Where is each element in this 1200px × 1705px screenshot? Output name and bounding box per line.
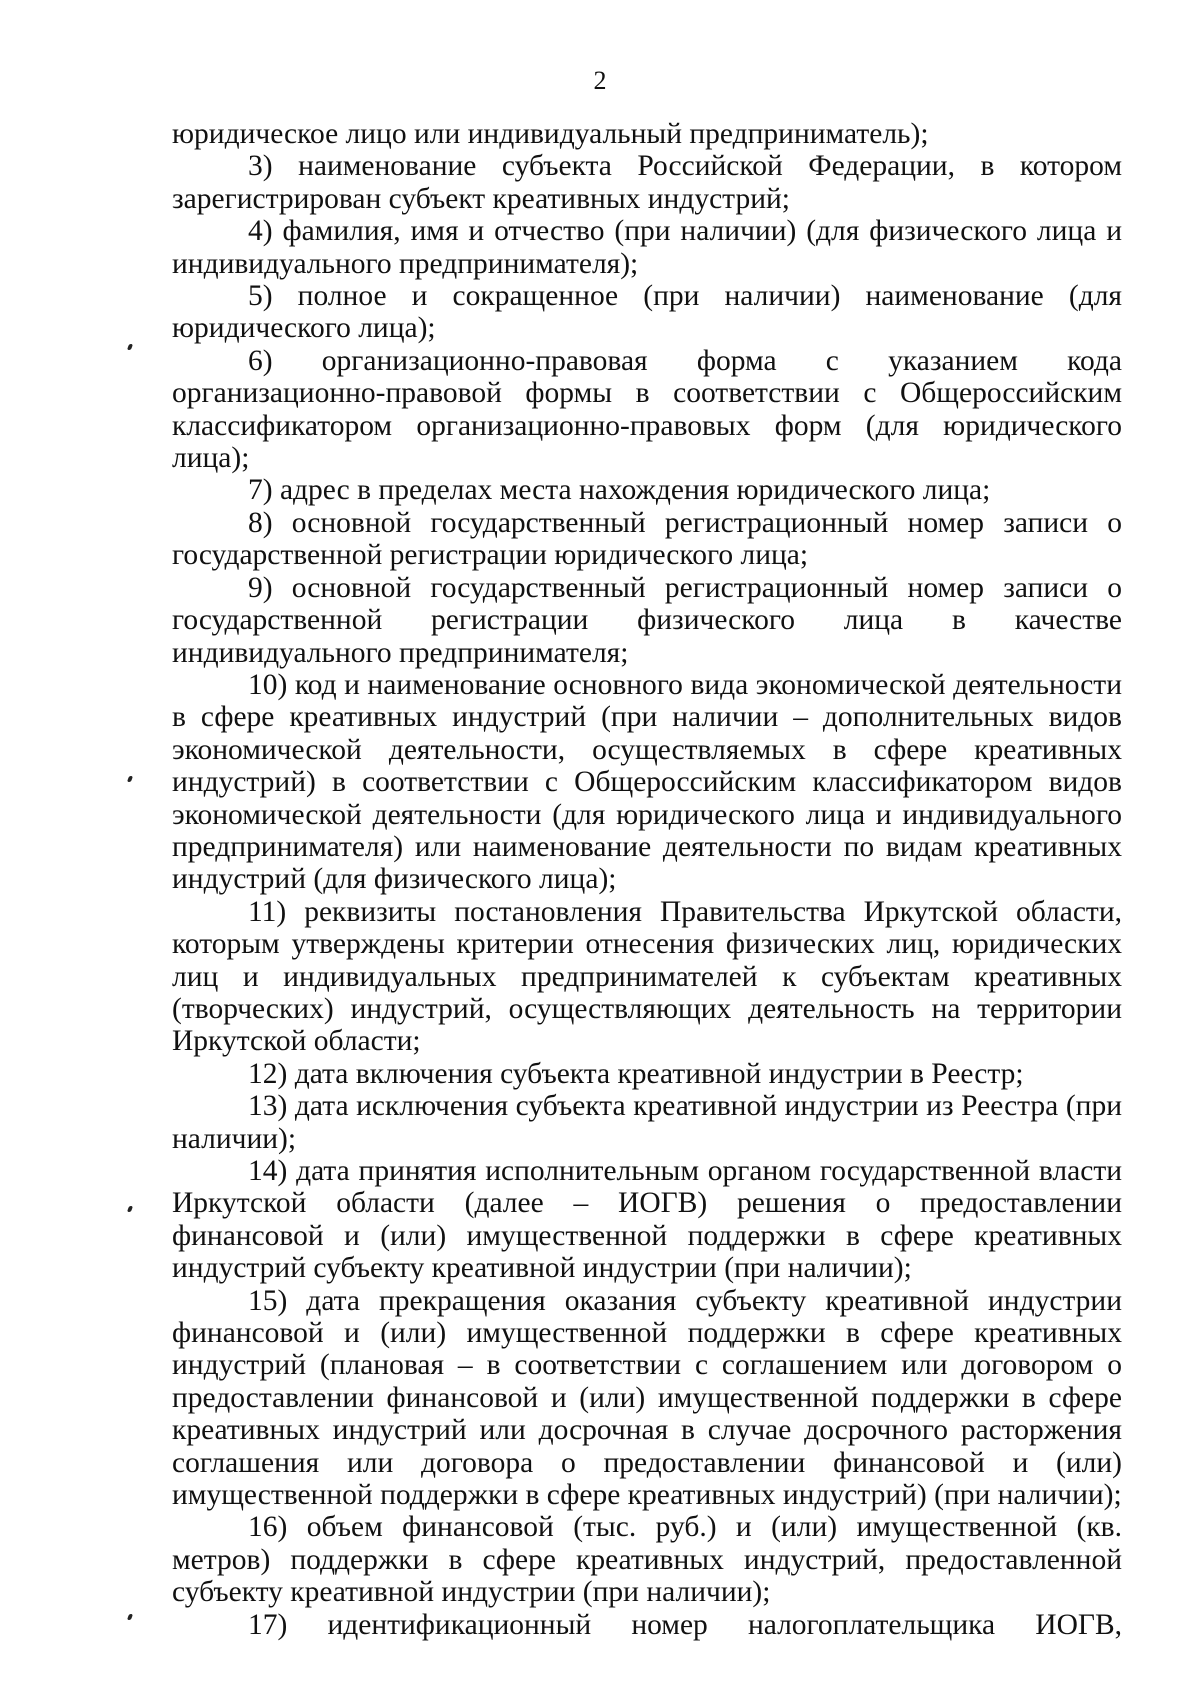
list-item-16: 16) объем финансовой (тыс. руб.) и (или) имущественной (кв. метров) поддержки в сфере креативных индустрий, предоставленной субъекту креативной индустрии (при наличии); — [172, 1511, 1122, 1609]
list-item-8: 8) основной государственный регистрационный номер записи о государственной регистрации юридического лица; — [172, 506, 1122, 572]
scan-margin-mark — [127, 776, 133, 782]
list-item-13: 13) дата исключения субъекта креативной индустрии из Реестра (при наличии); — [172, 1090, 1122, 1155]
list-item-7: 7) адрес в пределах места нахождения юридического лица; — [248, 474, 991, 507]
list-item-12: 12) дата включения субъекта креативной индустрии в Реестр; — [248, 1057, 1024, 1090]
page-number: 2 — [593, 66, 607, 95]
scan-margin-mark — [127, 344, 133, 350]
list-item-4: 4) фамилия, имя и отчество (при наличии) (для физического лица и индивидуального предпринимателя); — [172, 215, 1122, 280]
list-item-9: 9) основной государственный регистрационный номер записи о государственной регистрации физического лица в качестве индивидуального предпринимателя; — [172, 571, 1122, 669]
list-item-11: 11) реквизиты постановления Правительства Иркутской области, которым утверждены критерии отнесения физических лиц, юридических лиц и индивидуальных предпринимателей к субъектам креативных (творческих) индустрий, осуществляющих деятельность на территории Иркутской области; — [172, 895, 1122, 1058]
list-item-6: 6) организационно-правовая форма с указанием кода организационно-правовой формы в соответствии с Общероссийским классификатором организационно-правовых форм (для юридического лица); — [172, 344, 1122, 475]
list-item-10: 10) код и наименование основного вида экономической деятельности в сфере креативных индустрий (при наличии – дополнительных видов экономической деятельности, осуществляемых в сфере креативных индустрий) в соответствии с Общероссийским классификатором видов экономической деятельности (для юридического лица и индивидуального предпринимателя) или наименование деятельности по видам креативных индустрий (для физического лица); — [172, 668, 1122, 896]
list-item-5: 5) полное и сокращенное (при наличии) наименование (для юридического лица); — [172, 280, 1122, 345]
list-item-15: 15) дата прекращения оказания субъекту креативной индустрии финансовой и (или) имущественной поддержки в сфере креативных индустрий (плановая – в соответствии с соглашением или договором о предоставлении финансовой и (или) имущественной поддержки в сфере креативных индустрий или досрочная в случае досрочного расторжения соглашения или договора о предоставлении финансовой и (или) имущественной поддержки в сфере креативных индустрий) (при наличии); — [172, 1284, 1122, 1512]
paragraph-continuation: юридическое лицо или индивидуальный предприниматель); — [172, 118, 929, 150]
list-item-17: 17) идентификационный номер налогоплательщика ИОГВ, — [248, 1608, 1122, 1641]
document-body — [172, 118, 1122, 1641]
list-item-3: 3) наименование субъекта Российской Федерации, в котором зарегистрирован субъект креативных индустрий; — [172, 150, 1122, 215]
list-item-14: 14) дата принятия исполнительным органом государственной власти Иркутской области (далее – ИОГВ) решения о предоставлении финансовой и (или) имущественной поддержки в сфере креативных индустрий субъекту креативной индустрии (при наличии); — [172, 1155, 1122, 1285]
scan-margin-mark — [127, 1614, 133, 1620]
scan-margin-mark — [127, 1206, 133, 1212]
